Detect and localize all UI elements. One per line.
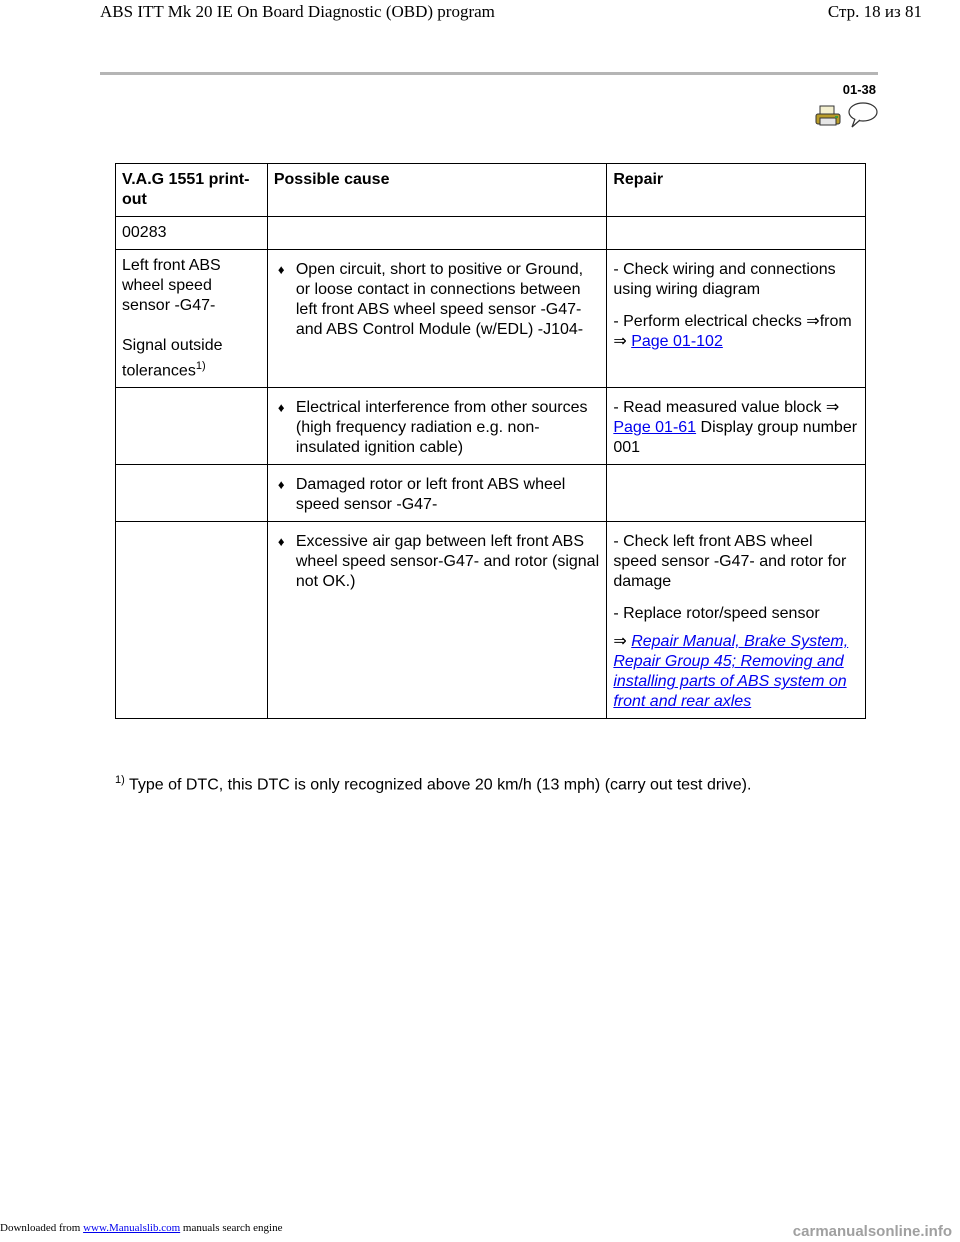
fault-type: Signal outside tolerances$^{1)}$ [122,337,223,380]
repair-step: - Replace rotor/speed sensor [613,605,820,623]
footnote: $^{1)}$ Type of DTC, this DTC is only recognized above 20 km/h (13 mph) (carry out test drive). [115,774,752,794]
table-row [116,250,866,388]
page-link[interactable]: Page 01-61 [613,419,697,437]
diamond-bullet-icon: ♦ [277,400,285,416]
page-number: 01-38 [842,82,876,97]
diamond-bullet-icon: ♦ [277,262,285,277]
table-row [116,388,866,465]
diamond-bullet-icon: ♦ [277,534,285,550]
table-row [116,465,866,522]
table-row [116,217,866,250]
fault-code: 00283 [116,217,268,250]
column-header-printout: V.A.G 1551 print-out [116,164,268,217]
list-item: ♦ Electrical interference from other sources (high frequency radiation e.g. non-insulated ignition cable) [277,399,588,457]
download-source: Downloaded from www.Manualslib.com manuals search engine [0,1222,283,1234]
repair-step: - Check wiring and connections using wiring diagram [613,261,836,298]
diamond-bullet-icon: ♦ [277,477,285,493]
list-item: ♦ Excessive air gap between left front ABS wheel speed sensor-G47- and rotor (signal not OK.) [277,533,600,591]
table-header-row [116,164,866,217]
list-item: ♦ Open circuit, short to positive or Ground, or loose contact in connections between left front ABS wheel speed sensor -G47- and ABS Control Module (w/EDL) -J104- [277,261,584,338]
printer-icon[interactable] [815,105,841,127]
speech-bubble-icon[interactable] [845,101,879,129]
repair-step: - Perform electrical checks ⇒from ⇒ Page 01-102 [613,313,852,350]
column-header-repair: Repair [607,164,866,217]
page-link[interactable]: Page 01-102 [631,333,723,350]
watermark: carmanualsonline.info [792,1223,952,1240]
manualslib-link[interactable]: www.Manualslib.com [83,1222,181,1234]
list-item: ♦ Damaged rotor or left front ABS wheel speed sensor -G47- [277,476,566,514]
column-header-cause: Possible cause [267,164,606,217]
document-title: ABS ITT Mk 20 IE On Board Diagnostic (OBD) program [100,2,495,21]
repair-step: - Read measured value block ⇒ Page 01-61 Display group number 001 [613,399,858,457]
table-row [116,522,866,719]
repair-step: ⇒ Repair Manual, Brake System, Repair Group 45; Removing and installing parts of ABS system on front and rear axles [613,633,849,711]
repair-manual-link[interactable]: Repair Manual, Brake System, Repair Group 45; Removing and installing parts of ABS system on front and rear axles [613,633,849,711]
repair-step: - Check left front ABS wheel speed sensor -G47- and rotor for damage [613,533,847,591]
header-divider [100,72,878,75]
dtc-table [115,163,866,719]
component-name: Left front ABS wheel speed sensor -G47- [122,257,221,314]
page-counter: Стр. 18 из 81 [827,2,922,21]
